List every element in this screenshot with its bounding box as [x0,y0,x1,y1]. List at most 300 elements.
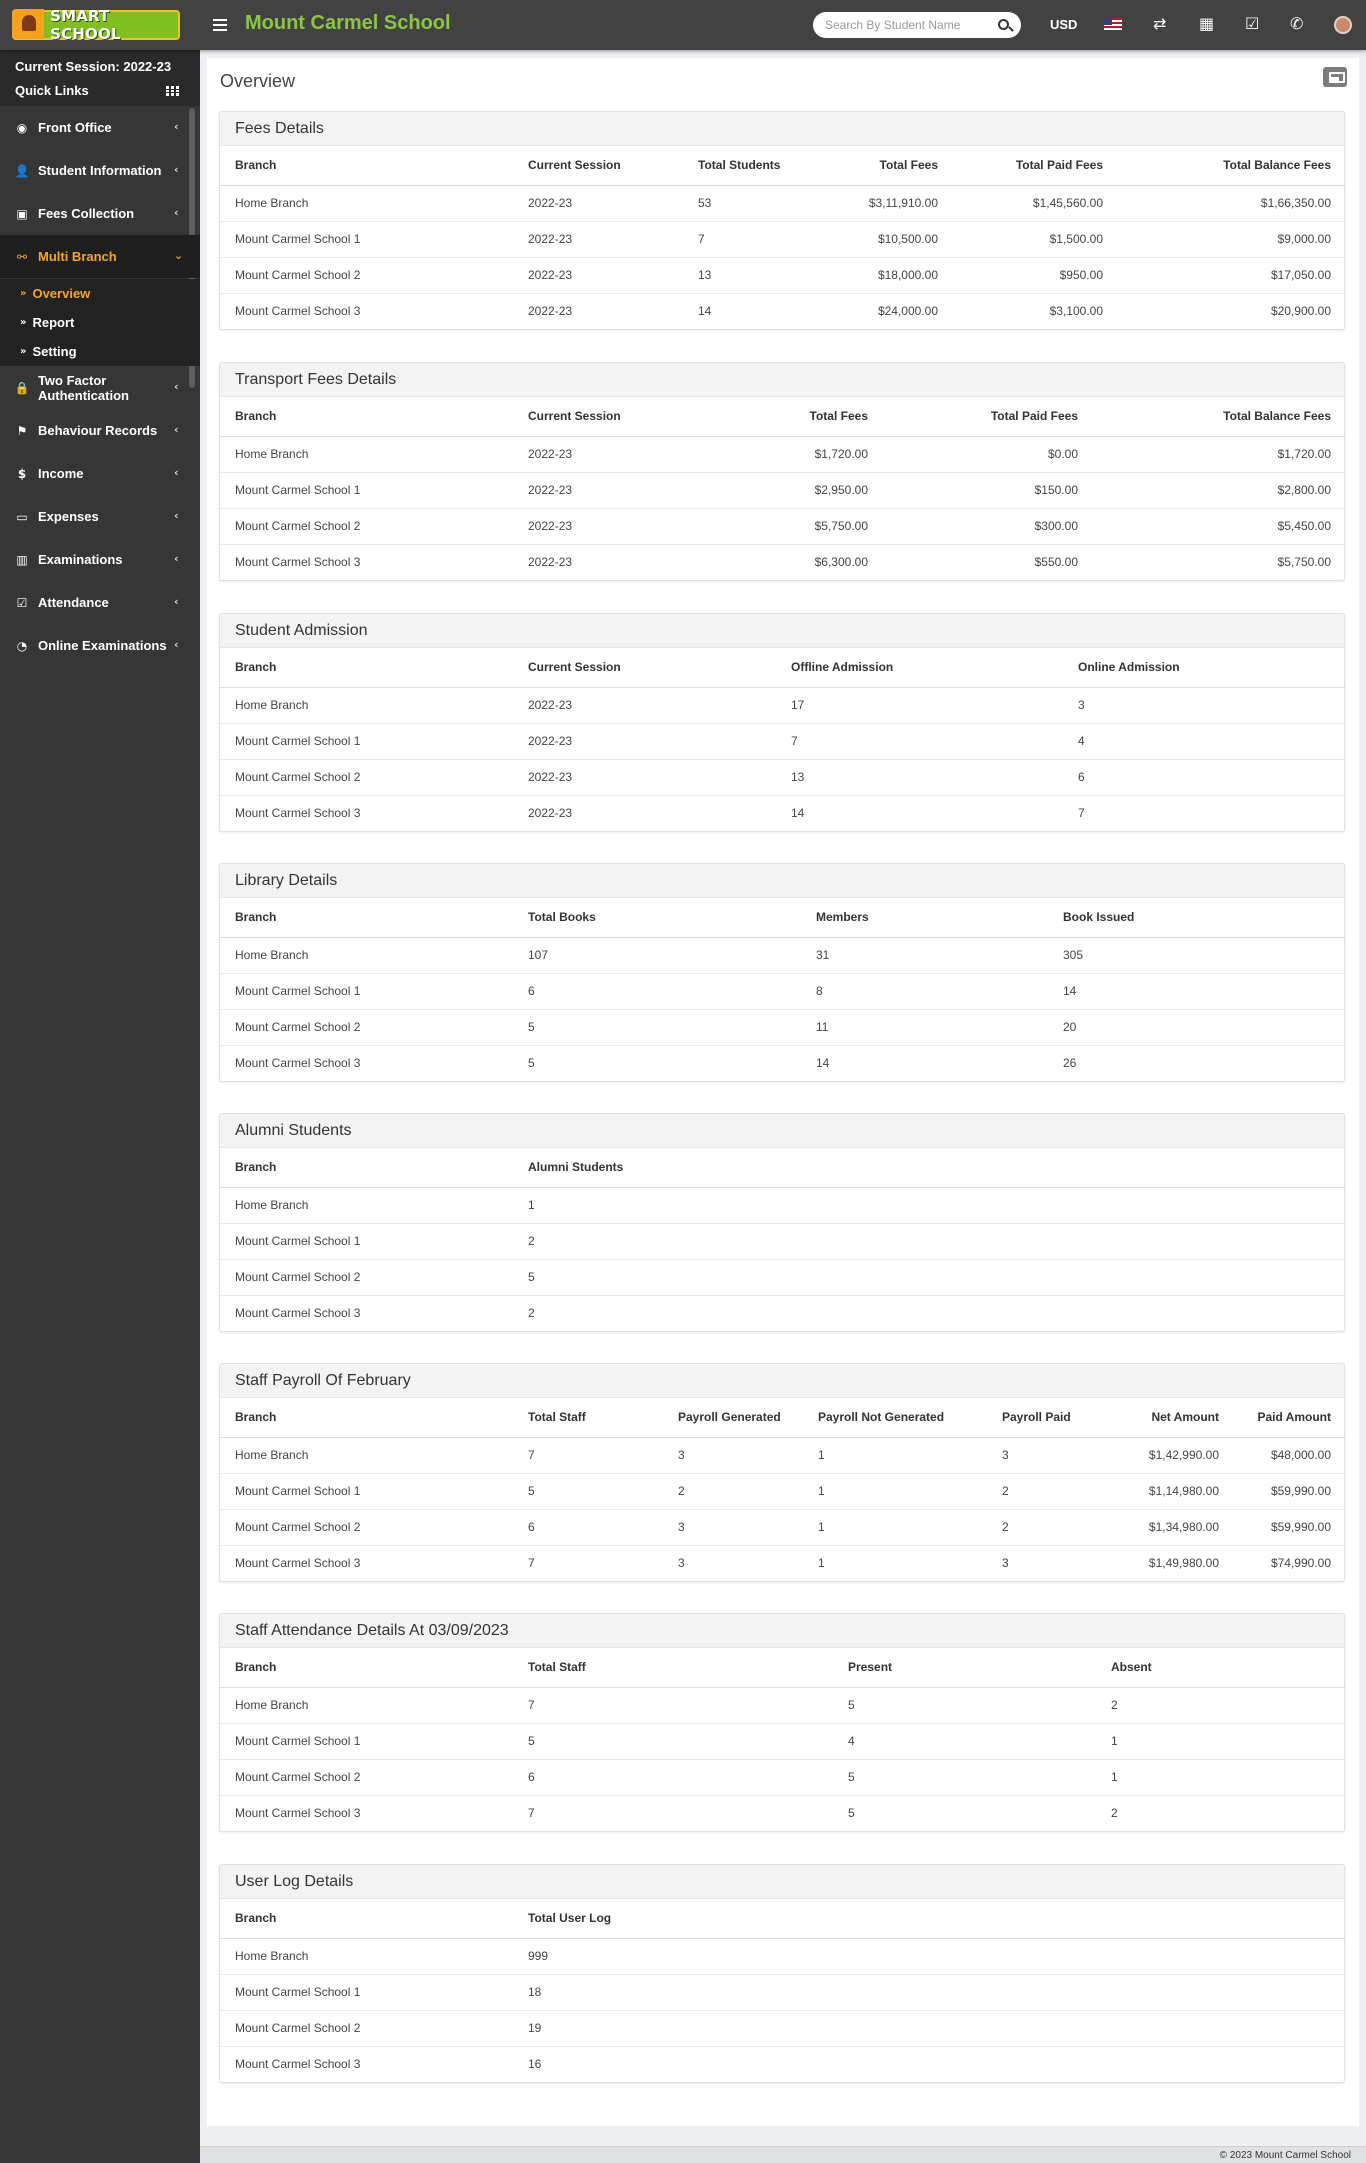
table-cell: $3,100.00 [1049,304,1103,319]
column-header: Total Paid Fees [883,397,1093,436]
table-cell: $3,11,910.00 [818,185,953,221]
sidebar-item-income[interactable] [0,452,200,495]
table-cell: $74,990.00 [1270,1556,1331,1571]
table-cell: 14 [1048,973,1346,1009]
column-header: Total Fees [818,146,953,185]
table-cell: $300.00 [883,508,1093,544]
whatsapp-icon[interactable]: ✆ [1290,14,1304,33]
fees-details-box [219,111,1345,330]
column-header: Total Paid Fees [953,146,1118,185]
table-cell: 7 [1078,806,1085,821]
table-cell: 5 [513,1259,1346,1295]
column-header: Branch [220,397,513,436]
table-cell: $6,300.00 [814,555,868,570]
chevron-left-icon: ‹ [174,380,179,393]
table-cell: 1 [803,1437,987,1473]
table-cell: 305 [1048,937,1346,973]
table-row [220,1759,1346,1795]
logo-text: SMART SCHOOL [50,7,121,43]
table-cell: 2 [987,1509,1097,1545]
table-cell: 14 [698,304,712,319]
table-cell: Mount Carmel School 2 [220,1509,513,1545]
table-cell: 17 [776,687,1063,723]
column-header: Branch [220,648,513,687]
student-admission-table [220,648,1346,831]
table-cell: 1 [513,1187,1346,1223]
table-cell: 2 [987,1473,1097,1509]
table-cell: Mount Carmel School 1 [220,472,513,508]
sidebar-item-online-examinations[interactable] [0,624,200,667]
column-header: Paid Amount [1234,1398,1346,1437]
table-cell: $24,000.00 [877,304,938,319]
table-cell: 16 [528,2057,542,2072]
table-row [220,544,1346,580]
table-row [220,185,1346,221]
sidebar-item-behaviour-records[interactable] [0,409,200,452]
table-cell: 3 [678,1556,685,1571]
main-content [207,58,1359,2126]
table-cell: Mount Carmel School 2 [220,1759,513,1795]
table-cell: $1,49,980.00 [1148,1556,1219,1571]
table-cell: Mount Carmel School 2 [220,759,513,795]
sidebar-item-label: Expenses [38,509,99,524]
sidebar-item-fees-collection[interactable] [0,192,200,235]
footer [200,2146,1366,2163]
box-title: Staff Attendance Details At 03/09/2023 [220,1614,1344,1648]
column-header: Book Issued [1048,898,1346,937]
table-cell: 2022-23 [513,472,683,508]
double-chevron-icon: » [20,317,27,328]
payroll-table [220,1398,1346,1581]
table-row [220,1795,1346,1831]
table-cell: 5 [513,1009,801,1045]
table-cell: $17,050.00 [1118,257,1346,293]
table-cell: 5 [833,1759,1096,1795]
table-cell: 20 [1048,1009,1346,1045]
user-add-icon: 👤 [14,163,30,178]
table-row [220,1687,1346,1723]
sidebar-item-expenses[interactable] [0,495,200,538]
menu-toggle-icon[interactable] [213,16,227,32]
column-header: Members [801,898,1048,937]
staff-attendance-table [220,1648,1346,1831]
table-cell: 6 [513,1759,833,1795]
table-cell: Home Branch [220,185,513,221]
submenu-item-report[interactable] [0,308,200,337]
table-cell: Mount Carmel School 1 [220,1223,513,1259]
column-header: Current Session [513,146,683,185]
table-cell: $48,000.00 [1234,1437,1346,1473]
table-cell: 6 [513,973,801,1009]
user-log-table [220,1899,1346,2082]
table-cell: $1,500.00 [953,221,1118,257]
table-cell: 13 [776,759,1063,795]
box-title: Staff Payroll Of February [220,1364,1344,1398]
table-cell: $5,750.00 [1277,555,1331,570]
table-cell: 14 [816,1056,830,1071]
table-cell: 2 [1111,1806,1118,1821]
table-cell: $18,000.00 [818,257,953,293]
submenu-item-overview[interactable] [0,279,200,308]
table-cell: $59,990.00 [1234,1473,1346,1509]
table-cell: 11 [801,1009,1048,1045]
table-cell: 7 [683,221,818,257]
table-cell: $1,720.00 [683,436,883,472]
money-icon: ▣ [16,206,28,221]
transport-fees-table [220,397,1346,580]
table-cell: 5 [528,1056,535,1071]
table-row [220,1974,1346,2010]
table-row [220,472,1346,508]
sitemap-icon: ⚯ [16,249,28,264]
column-header: Branch [220,898,513,937]
table-row [220,436,1346,472]
table-cell: $550.00 [1034,555,1078,570]
transport-fees-box [219,362,1345,581]
chevron-left-icon: ‹ [174,466,179,479]
table-cell: Home Branch [220,1687,513,1723]
column-header: Offline Admission [776,648,1063,687]
library-table [220,898,1346,1081]
table-cell: $2,950.00 [683,472,883,508]
table-row [220,508,1346,544]
sidebar-item-two-factor-authentication[interactable] [0,366,200,409]
column-header: Total Students [683,146,818,185]
table-cell: 7 [528,1806,535,1821]
table-cell: Mount Carmel School 1 [220,1473,513,1509]
table-row [220,937,1346,973]
logo-book-icon [12,9,44,39]
column-header: Total Staff [513,1648,833,1687]
table-cell: 3 [1063,687,1346,723]
chevron-down-icon: ⌄ [174,249,184,262]
chevron-left-icon: ‹ [174,552,179,565]
table-cell: 2022-23 [528,555,573,570]
sidebar-item-label: Income [38,466,84,481]
chevron-left-icon: ‹ [174,206,179,219]
credit-card-icon: ▭ [16,509,28,524]
top-navbar [0,0,1366,50]
table-cell: $1,45,560.00 [953,185,1118,221]
table-cell: Mount Carmel School 2 [220,257,513,293]
table-cell: $1,66,350.00 [1118,185,1346,221]
sidebar-item-label: Attendance [38,595,109,610]
table-row [220,1187,1346,1223]
sidebar-item-front-office[interactable] [0,106,200,149]
column-header: Total Balance Fees [1093,397,1346,436]
table-cell: 14 [791,806,805,821]
us-flag-icon[interactable] [1104,18,1122,30]
search-input[interactable] [825,12,985,38]
table-cell: 2022-23 [513,221,683,257]
table-row [220,1295,1346,1331]
table-row [220,2046,1346,2082]
table-cell: 2022-23 [513,759,776,795]
table-cell: $0.00 [883,436,1093,472]
table-cell: $2,800.00 [1093,472,1346,508]
calendar-check-icon: ☑ [16,595,28,610]
table-cell: $1,14,980.00 [1097,1473,1234,1509]
table-cell: Mount Carmel School 3 [235,1556,361,1571]
table-cell: 2022-23 [513,257,683,293]
alumni-students-box [219,1113,1345,1332]
calendar-icon[interactable]: ▦ [1199,14,1215,33]
table-row [220,759,1346,795]
table-cell: Mount Carmel School 3 [235,1056,361,1071]
table-row [220,221,1346,257]
table-cell: 5 [833,1687,1096,1723]
table-cell: 2 [528,1306,535,1321]
school-name: Mount Carmel School [245,12,451,34]
table-row [220,1938,1346,1974]
chevron-left-icon: ‹ [174,595,179,608]
column-header: Payroll Generated [663,1398,803,1437]
table-cell: 6 [1063,759,1346,795]
table-cell: Home Branch [220,436,513,472]
sidebar-item-label: Behaviour Records [38,423,158,438]
table-row [220,723,1346,759]
column-header: Payroll Paid [987,1398,1097,1437]
table-cell: 2022-23 [513,508,683,544]
submenu-item-label: Overview [32,286,91,301]
sidebar-item-label: Fees Collection [38,206,135,221]
table-cell: 2022-23 [513,687,776,723]
task-check-icon[interactable]: ☑ [1245,14,1260,33]
table-row [220,1723,1346,1759]
table-row [220,687,1346,723]
column-header: Branch [220,1648,513,1687]
chevron-left-icon: ‹ [174,509,179,522]
table-cell: Mount Carmel School 2 [220,508,513,544]
table-cell: $10,500.00 [818,221,953,257]
table-cell: 5 [513,1723,833,1759]
column-header: Total Balance Fees [1118,146,1346,185]
staff-payroll-box [219,1363,1345,1582]
currency-selector[interactable]: USD [1050,17,1078,32]
box-title: Transport Fees Details [220,363,1344,397]
column-header: Payroll Not Generated [803,1398,987,1437]
fees-table [220,146,1346,329]
sidebar [0,50,200,2163]
column-header: Total User Log [513,1899,1346,1938]
table-row [220,1009,1346,1045]
table-cell: 2 [663,1473,803,1509]
signpost-icon: ⚑ [16,423,28,438]
column-header: Branch [220,1899,513,1938]
table-cell: 1 [803,1473,987,1509]
table-cell: $150.00 [883,472,1093,508]
double-chevron-icon: » [20,346,27,357]
table-cell: 2022-23 [513,436,683,472]
table-cell: 107 [513,937,801,973]
user-avatar[interactable] [1334,16,1352,34]
table-cell: 7 [513,1687,833,1723]
table-cell: $1,720.00 [1093,436,1346,472]
box-title: Alumni Students [220,1114,1344,1148]
print-icon[interactable] [1323,67,1347,87]
table-cell: Home Branch [220,1187,513,1223]
table-cell: Mount Carmel School 2 [220,2010,513,2046]
school-logo[interactable] [12,7,180,43]
table-cell: 1 [818,1556,825,1571]
table-cell: Mount Carmel School 3 [235,1306,361,1321]
table-cell: 7 [776,723,1063,759]
table-cell: 31 [801,937,1048,973]
table-row [220,1223,1346,1259]
grid-icon[interactable] [166,86,179,96]
table-cell: $1,34,980.00 [1097,1509,1234,1545]
column-header: Total Staff [513,1398,663,1437]
table-cell: $9,000.00 [1118,221,1346,257]
table-row [220,2010,1346,2046]
dollar-icon: $ [17,466,27,481]
table-cell: Mount Carmel School 2 [220,1259,513,1295]
table-cell: 3 [1002,1556,1009,1571]
table-cell: 2 [1096,1687,1346,1723]
table-cell: 26 [1063,1056,1077,1071]
table-cell: 19 [513,2010,1346,2046]
submenu-item-setting[interactable] [0,337,200,366]
box-title: Library Details [220,864,1344,898]
table-cell: 7 [528,1556,535,1571]
sidebar-item-multi-branch[interactable] [0,235,200,278]
table-row [220,1259,1346,1295]
table-cell: 4 [833,1723,1096,1759]
sidebar-item-label: Online Examinations [38,638,167,653]
table-cell: Mount Carmel School 2 [220,1009,513,1045]
table-cell: Mount Carmel School 3 [235,555,361,570]
column-header: Current Session [513,648,776,687]
sidebar-item-label: Examinations [38,552,123,567]
user-log-box [219,1864,1345,2083]
table-cell: Mount Carmel School 1 [220,221,513,257]
table-cell: $5,750.00 [683,508,883,544]
student-search [813,12,1021,38]
table-cell: Mount Carmel School 3 [235,806,361,821]
table-row [220,1437,1346,1473]
chevron-left-icon: ‹ [174,423,179,436]
table-cell: 2022-23 [528,304,573,319]
current-session: Current Session: 2022-23 [15,59,172,74]
column-header: Current Session [513,397,683,436]
table-cell: Home Branch [220,687,513,723]
library-details-box [219,863,1345,1082]
sidebar-item-student-information[interactable] [0,149,200,192]
table-cell: Mount Carmel School 1 [220,1723,513,1759]
table-cell: Mount Carmel School 1 [220,1974,513,2010]
table-cell: Home Branch [220,1437,513,1473]
table-cell: 3 [663,1509,803,1545]
sidebar-item-label: Multi Branch [38,249,117,264]
table-row [220,1509,1346,1545]
table-cell: 18 [513,1974,1346,2010]
box-title: User Log Details [220,1865,1344,1899]
table-cell: 5 [848,1806,855,1821]
table-cell: Home Branch [220,1938,513,1974]
table-cell: 1 [1096,1759,1346,1795]
session-panel [0,50,200,106]
double-chevron-icon: » [20,288,27,299]
table-cell: 7 [513,1437,663,1473]
table-row [220,1473,1346,1509]
column-header: Alumni Students [513,1148,1346,1187]
chevron-left-icon: ‹ [174,120,179,133]
table-cell: 13 [683,257,818,293]
student-admission-box [219,613,1345,832]
table-row [220,257,1346,293]
map-icon: ▥ [16,552,28,567]
table-cell: $1,42,990.00 [1097,1437,1234,1473]
table-cell: 6 [513,1509,663,1545]
headset-icon: ◉ [16,120,28,135]
table-row [220,293,1346,329]
copyright-text: © 2023 Mount Carmel School [1219,2150,1351,2161]
rss-icon: ◔ [16,638,28,653]
sidebar-item-attendance[interactable] [0,581,200,624]
sidebar-item-label: Front Office [38,120,112,135]
table-cell: 1 [1096,1723,1346,1759]
column-header: Present [833,1648,1096,1687]
column-header: Total Fees [683,397,883,436]
table-cell: Mount Carmel School 3 [235,1806,361,1821]
table-cell: 2022-23 [513,723,776,759]
column-header: Online Admission [1063,648,1346,687]
table-cell: 53 [683,185,818,221]
table-cell: 3 [663,1437,803,1473]
submenu-item-label: Report [32,315,75,330]
column-header: Net Amount [1097,1398,1234,1437]
table-cell: 2 [513,1223,1346,1259]
table-cell: $950.00 [953,257,1118,293]
sidebar-item-examinations[interactable] [0,538,200,581]
staff-attendance-box [219,1613,1345,1832]
table-cell: 2022-23 [528,806,573,821]
table-cell: Home Branch [220,937,513,973]
table-cell: $59,990.00 [1234,1509,1346,1545]
table-cell: 2022-23 [513,185,683,221]
quick-links-label[interactable]: Quick Links [15,83,89,98]
chevron-left-icon: ‹ [174,163,179,176]
table-cell: 3 [987,1437,1097,1473]
search-icon[interactable] [998,19,1009,30]
column-header: Branch [220,146,513,185]
table-cell: 999 [513,1938,1346,1974]
sidebar-item-label: Two Factor Authentication [37,372,129,403]
sidebar-item-label: Student Information [38,163,162,178]
column-header: Branch [220,1398,513,1437]
column-header: Absent [1096,1648,1346,1687]
lock-icon: 🔒 [14,380,30,395]
table-cell: 1 [803,1509,987,1545]
chevron-left-icon: ‹ [174,638,179,651]
column-header: Total Books [513,898,801,937]
table-cell: Mount Carmel School 3 [235,2057,361,2072]
table-cell: Mount Carmel School 3 [235,304,361,319]
switch-arrows-icon[interactable]: ⇄ [1153,14,1167,33]
box-title: Fees Details [220,112,1344,146]
alumni-table [220,1148,1346,1331]
table-cell: 4 [1063,723,1346,759]
table-cell: Mount Carmel School 1 [220,723,513,759]
table-cell: $5,450.00 [1093,508,1346,544]
page-title: Overview [220,71,296,91]
submenu-item-label: Setting [32,344,77,359]
table-cell: Mount Carmel School 1 [220,973,513,1009]
table-cell: $20,900.00 [1270,304,1331,319]
table-cell: 8 [801,973,1048,1009]
table-row [220,795,1346,831]
box-title: Student Admission [220,614,1344,648]
